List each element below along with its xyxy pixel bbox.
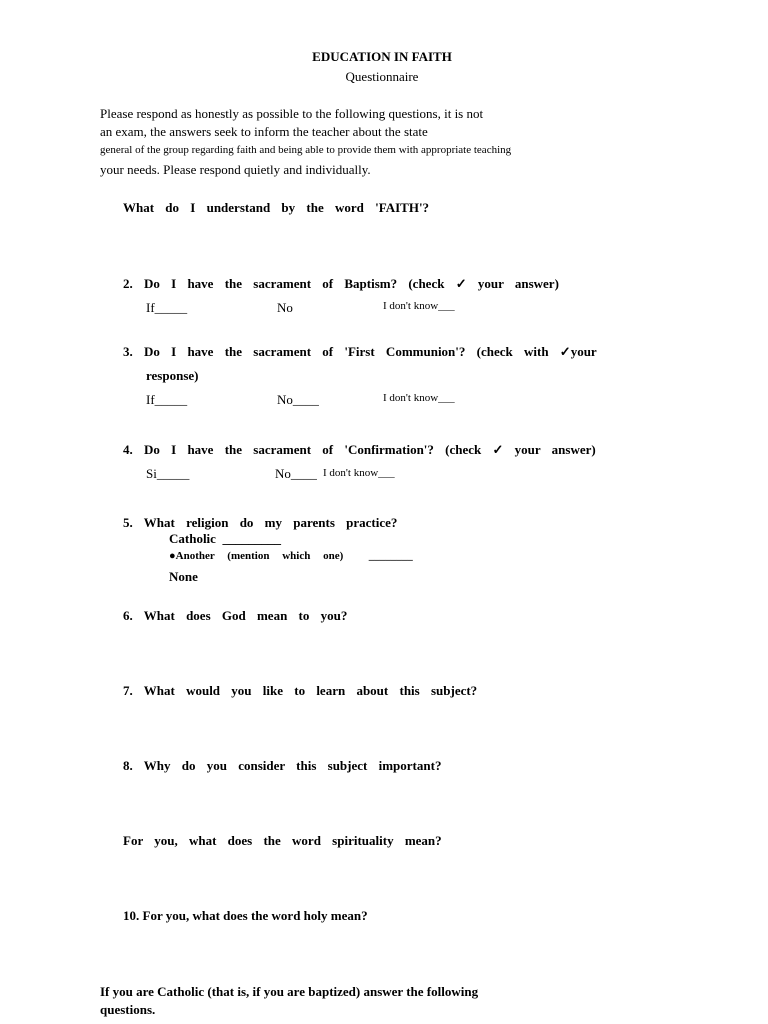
question-7: 7. What would you like to learn about this subject? <box>123 683 478 698</box>
closing-line-1: If you are Catholic (that is, if you are baptized) answer the following <box>100 984 479 999</box>
question-3-line-1: 3. Do I have the sacrament of 'First Communion'? (check with ✓your <box>123 344 597 359</box>
question-5: 5. What religion do my parents practice? <box>123 515 398 530</box>
q2-option-no[interactable]: No <box>277 300 293 315</box>
q4-option-no[interactable]: No____ <box>275 466 317 481</box>
q4-option-yes[interactable]: Si_____ <box>146 466 190 481</box>
q4-option-dont-know[interactable]: I don't know___ <box>323 467 395 479</box>
intro-line-1: Please respond as honestly as possible to the following questions, it is not <box>100 106 484 121</box>
closing-line-2: questions. <box>100 1002 156 1017</box>
q3-option-dont-know[interactable]: I don't know___ <box>383 392 455 404</box>
intro-line-2: an exam, the answers seek to inform the teacher about the state <box>100 124 428 139</box>
q5-option-another[interactable]: ●Another (mention which one) ________ <box>169 550 413 562</box>
question-2: 2. Do I have the sacrament of Baptism? (check ✓ your answer) <box>123 276 559 291</box>
question-10: 10. For you, what does the word holy mean? <box>123 908 368 923</box>
question-9: For you, what does the word spirituality mean? <box>123 833 442 848</box>
q3-option-yes[interactable]: If_____ <box>146 392 188 407</box>
q3-option-no[interactable]: No____ <box>277 392 319 407</box>
q2-option-yes[interactable]: If_____ <box>146 300 188 315</box>
question-8: 8. Why do you consider this subject important? <box>123 758 442 773</box>
question-4: 4. Do I have the sacrament of 'Confirmation'? (check ✓ your answer) <box>123 442 596 457</box>
question-1: What do I understand by the word 'FAITH'? <box>123 200 430 215</box>
q5-option-none[interactable]: None <box>169 569 198 584</box>
intro-line-4: your needs. Please respond quietly and individually. <box>100 162 371 177</box>
question-6: 6. What does God mean to you? <box>123 608 348 623</box>
intro-line-3: general of the group regarding faith and being able to provide them with appropriate teaching <box>100 144 512 156</box>
q5-option-catholic[interactable]: Catholic _________ <box>169 531 281 546</box>
document-subtitle: Questionnaire <box>345 69 419 84</box>
document-title: EDUCATION IN FAITH <box>312 49 452 64</box>
question-3-line-2: response) <box>146 368 199 383</box>
q2-option-dont-know[interactable]: I don't know___ <box>383 300 455 312</box>
